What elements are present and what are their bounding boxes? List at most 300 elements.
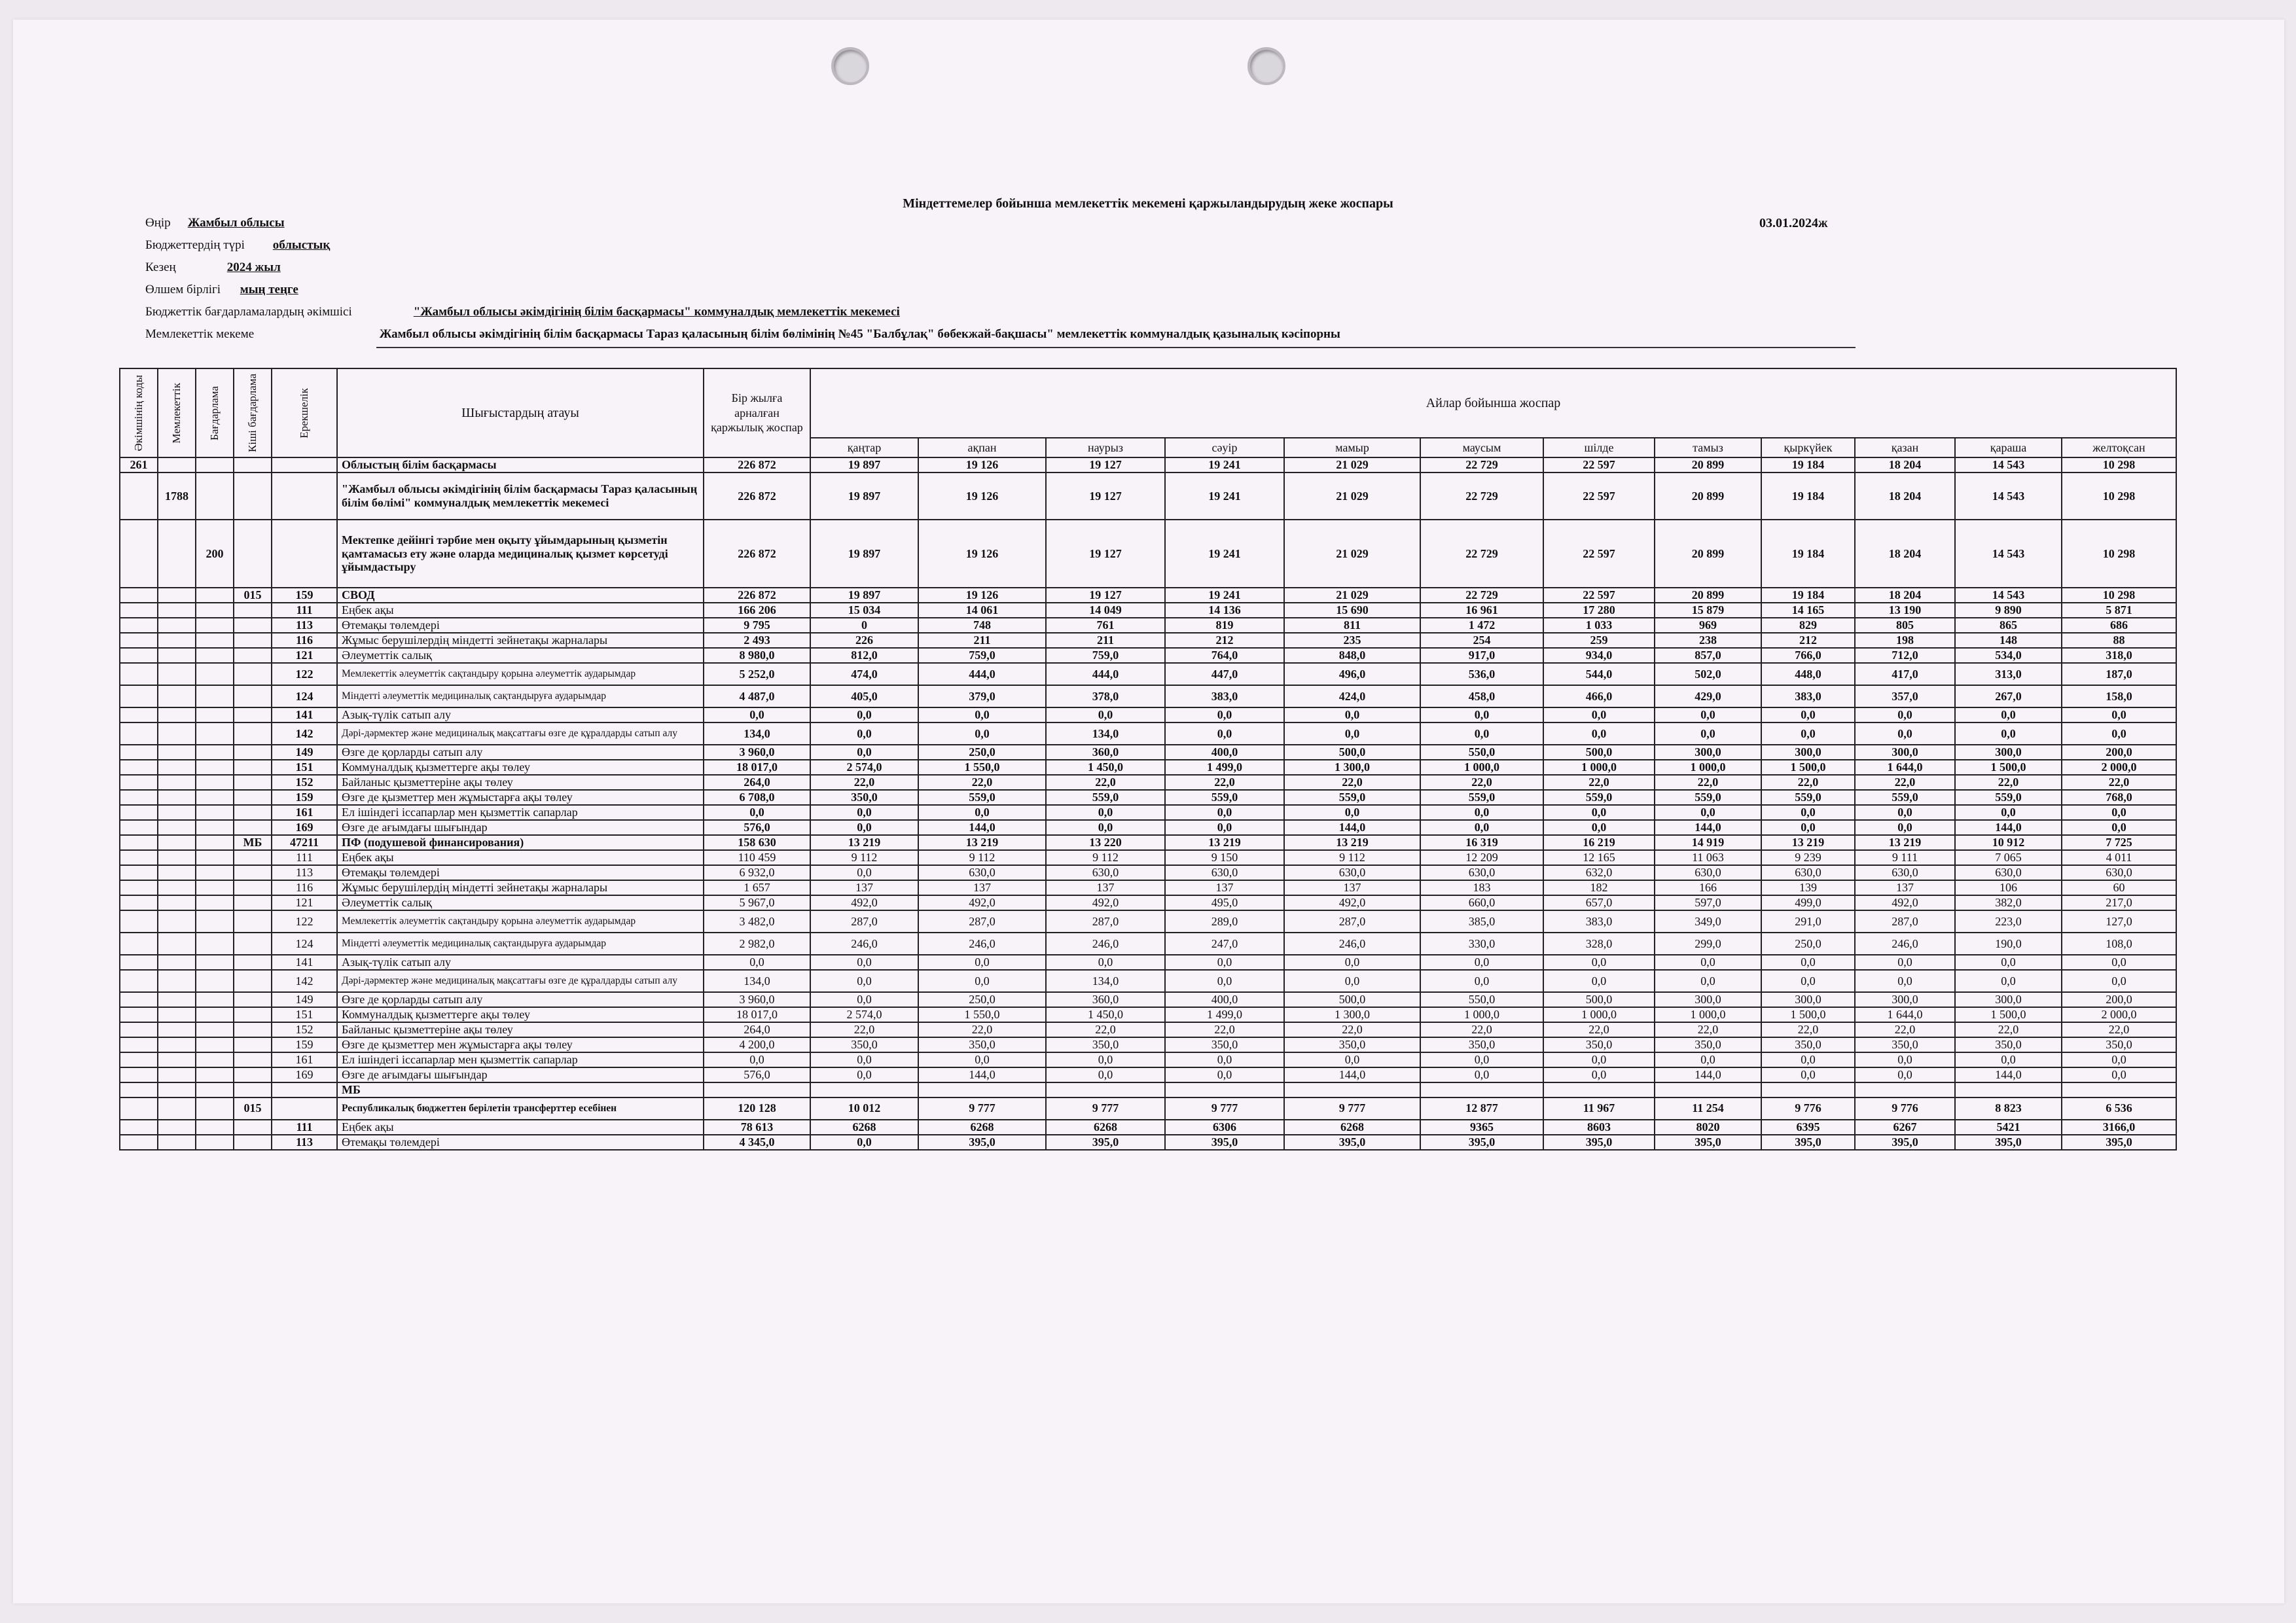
month-value-cell: 395,0 [1420,1135,1543,1150]
expense-name-cell: Мектепке дейінгі тәрбие мен оқыту ұйымдарының қызметін қамтамасыз ету және оларда медициналық қызмет көрсетуді ұйымдастыру [337,520,704,588]
code-cell [196,992,234,1007]
month-value-cell: 1 000,0 [1543,1007,1655,1022]
code-cell [272,473,337,520]
code-cell [120,933,158,955]
month-value-cell: 0,0 [1420,722,1543,745]
month-value-cell: 22,0 [918,1022,1046,1037]
month-value-cell: 19 126 [918,520,1046,588]
code-cell [196,1067,234,1082]
month-value-cell [2062,1082,2176,1097]
table-row [120,880,2176,895]
month-value-cell: 0,0 [1655,707,1761,722]
month-value-cell: 21 029 [1284,588,1420,603]
code-cell [120,588,158,603]
month-value-cell: 14 543 [1955,473,2062,520]
code-cell [120,1067,158,1082]
month-value-cell: 0,0 [810,1052,918,1067]
month-value-cell: 848,0 [1284,648,1420,663]
month-value-cell: 300,0 [1955,992,2062,1007]
month-value-cell: 287,0 [1284,910,1420,933]
month-value-cell: 10 298 [2062,520,2176,588]
month-value-cell: 11 254 [1655,1097,1761,1120]
code-cell [196,1082,234,1097]
month-value-cell: 0,0 [1165,722,1284,745]
table-row [120,618,2176,633]
month-value-cell: 9 777 [1165,1097,1284,1120]
code-cell: 261 [120,457,158,473]
code-cell [196,790,234,805]
table-row [120,1037,2176,1052]
month-value-cell: 18 204 [1855,588,1955,603]
month-value-cell: 16 319 [1420,835,1543,850]
month-value-cell: 350,0 [2062,1037,2176,1052]
month-value-cell: 350,0 [1955,1037,2062,1052]
month-value-cell: 534,0 [1955,648,2062,663]
month-value-cell: 1 000,0 [1543,760,1655,775]
table-row [120,722,2176,745]
month-value-cell: 0,0 [2062,820,2176,835]
code-cell [120,648,158,663]
month-value-cell: 0,0 [1165,1067,1284,1082]
code-cell [196,633,234,648]
month-value-cell: 559,0 [918,790,1046,805]
month-value-cell: 19 127 [1046,457,1165,473]
month-value-cell: 19 127 [1046,473,1165,520]
month-value-cell: 328,0 [1543,933,1655,955]
expense-name-cell: Коммуналдық қызметтерге ақы төлеу [337,1007,704,1022]
month-value-cell: 0,0 [1955,955,2062,970]
code-cell [120,520,158,588]
month-value-cell: 0,0 [1655,1052,1761,1067]
code-cell [234,970,272,992]
month-value-cell: 812,0 [810,648,918,663]
month-value-cell: 6268 [1046,1120,1165,1135]
month-value-cell: 0,0 [1955,805,2062,820]
meta-value: мың теңге [240,283,298,296]
code-cell [196,865,234,880]
month-value-cell: 12 165 [1543,850,1655,865]
code-cell [120,1037,158,1052]
expense-name-cell: СВОД [337,588,704,603]
table-row [120,745,2176,760]
month-value-cell: 632,0 [1543,865,1655,880]
header-annual-plan: Бір жылға арналған қаржылық жоспар [704,368,810,457]
month-value-cell: 108,0 [2062,933,2176,955]
month-value-cell: 5 871 [2062,603,2176,618]
month-value-cell: 492,0 [1284,895,1420,910]
month-value-cell: 349,0 [1655,910,1761,933]
month-value-cell: 865 [1955,618,2062,633]
month-value-cell: 9 150 [1165,850,1284,865]
code-cell [234,1135,272,1150]
code-cell [158,722,196,745]
table-row [120,1067,2176,1082]
month-value-cell: 395,0 [1046,1135,1165,1150]
month-value-cell: 630,0 [1420,865,1543,880]
month-value-cell: 12 877 [1420,1097,1543,1120]
code-cell [196,933,234,955]
code-cell: 142 [272,970,337,992]
month-value-cell: 158,0 [2062,685,2176,707]
code-cell [120,1097,158,1120]
header-specifics: Ерекшелік [272,368,337,457]
code-cell: 151 [272,1007,337,1022]
month-value-cell: 761 [1046,618,1165,633]
meta-label: Өңір [145,216,171,230]
expense-name-cell: Байланыс қызметтеріне ақы төлеу [337,1022,704,1037]
month-value-cell: 22,0 [1655,775,1761,790]
month-value-cell: 559,0 [1543,790,1655,805]
month-value-cell: 22 729 [1420,588,1543,603]
month-value-cell: 246,0 [1284,933,1420,955]
month-value-cell [1855,1082,1955,1097]
month-value-cell: 0,0 [2062,805,2176,820]
table-row [120,1120,2176,1135]
month-value-cell: 444,0 [918,663,1046,685]
month-value-cell: 22,0 [1855,775,1955,790]
month-value-cell: 0,0 [810,805,918,820]
month-value-cell: 9 777 [918,1097,1046,1120]
annual-plan-cell: 9 795 [704,618,810,633]
month-value-cell: 383,0 [1165,685,1284,707]
month-value-cell: 7 725 [2062,835,2176,850]
code-cell: 113 [272,618,337,633]
annual-plan-cell: 134,0 [704,970,810,992]
document-date: 03.01.2024ж [1759,216,1828,230]
month-value-cell: 144,0 [1655,820,1761,835]
code-cell [120,910,158,933]
code-cell [196,760,234,775]
expense-name-cell: Өзге де қорларды сатып алу [337,992,704,1007]
code-cell: 111 [272,850,337,865]
code-cell: МБ [234,835,272,850]
month-value-cell: 759,0 [918,648,1046,663]
month-value-cell: 500,0 [1543,992,1655,1007]
annual-plan-cell: 576,0 [704,820,810,835]
month-value-cell: 9 776 [1761,1097,1855,1120]
code-cell [196,1120,234,1135]
month-value-cell: 0,0 [810,820,918,835]
month-value-cell: 13 219 [810,835,918,850]
month-value-cell: 9 111 [1855,850,1955,865]
month-value-cell: 0,0 [1761,722,1855,745]
month-value-cell: 10 912 [1955,835,2062,850]
month-value-cell: 630,0 [918,865,1046,880]
month-value-cell: 0,0 [810,992,918,1007]
header-month: қаңтар [810,438,918,457]
month-value-cell: 20 899 [1655,588,1761,603]
month-value-cell: 0,0 [1543,1052,1655,1067]
expense-name-cell: Еңбек ақы [337,850,704,865]
code-cell: 116 [272,880,337,895]
annual-plan-cell: 2 493 [704,633,810,648]
month-value-cell [1655,1082,1761,1097]
code-cell [234,685,272,707]
meta-label: Бюджеттердің түрі [145,238,245,252]
code-cell [234,457,272,473]
code-cell [158,933,196,955]
code-cell [196,648,234,663]
code-cell: 152 [272,775,337,790]
code-cell [196,707,234,722]
table-row [120,865,2176,880]
month-value-cell: 0,0 [918,707,1046,722]
month-value-cell: 550,0 [1420,992,1543,1007]
month-value-cell: 12 209 [1420,850,1543,865]
month-value-cell: 190,0 [1955,933,2062,955]
code-cell: 1788 [158,473,196,520]
annual-plan-cell: 134,0 [704,722,810,745]
table-body [120,457,2176,1150]
code-cell [120,685,158,707]
code-cell [158,955,196,970]
month-value-cell: 0,0 [1420,970,1543,992]
month-value-cell: 16 961 [1420,603,1543,618]
annual-plan-cell: 4 345,0 [704,1135,810,1150]
month-value-cell: 19 897 [810,457,918,473]
code-cell [120,820,158,835]
month-value-cell [1165,1082,1284,1097]
month-value-cell: 1 300,0 [1284,760,1420,775]
month-value-cell: 8 823 [1955,1097,2062,1120]
month-value-cell: 19 897 [810,588,918,603]
month-value-cell: 0,0 [1855,820,1955,835]
month-value-cell: 405,0 [810,685,918,707]
code-cell [234,850,272,865]
month-value-cell: 0,0 [1855,707,1955,722]
meta-budget-type [145,238,330,253]
month-value-cell: 0,0 [1284,1052,1420,1067]
month-value-cell: 630,0 [1655,865,1761,880]
meta-unit [145,283,298,297]
code-cell [196,1007,234,1022]
month-value-cell: 395,0 [1284,1135,1420,1150]
expense-name-cell: Міндетті әлеуметтік медициналық сақтандыруға аударымдар [337,933,704,955]
code-cell [158,910,196,933]
month-value-cell: 166 [1655,880,1761,895]
meta-value: 2024 жыл [226,260,281,274]
month-value-cell: 630,0 [1955,865,2062,880]
month-value-cell: 0,0 [1761,970,1855,992]
month-value-cell: 6267 [1855,1120,1955,1135]
meta-label: Өлшем бірлігі [145,283,221,296]
month-value-cell: 20 899 [1655,520,1761,588]
month-value-cell: 19 184 [1761,520,1855,588]
annual-plan-cell: 18 017,0 [704,1007,810,1022]
month-value-cell: 0,0 [1955,722,2062,745]
table-row [120,835,2176,850]
code-cell [158,805,196,820]
month-value-cell: 712,0 [1855,648,1955,663]
month-value-cell: 379,0 [918,685,1046,707]
month-value-cell: 0,0 [1761,1052,1855,1067]
month-value-cell: 300,0 [1761,992,1855,1007]
table-row [120,910,2176,933]
header-monthly-plan: Айлар бойынша жоспар [810,368,2176,438]
code-cell [158,1052,196,1067]
month-value-cell: 106 [1955,880,2062,895]
header-state: Мемлекеттік [158,368,196,457]
header-month: қараша [1955,438,2062,457]
month-value-cell: 2 574,0 [810,1007,918,1022]
month-value-cell: 14 543 [1955,588,2062,603]
month-value-cell: 9 777 [1046,1097,1165,1120]
month-value-cell: 0,0 [1655,955,1761,970]
header-month: сәуір [1165,438,1284,457]
month-value-cell: 0,0 [1165,970,1284,992]
code-cell [196,955,234,970]
table-row [120,955,2176,970]
code-cell [120,865,158,880]
meta-value: Жамбыл облысы [187,216,285,230]
annual-plan-cell: 264,0 [704,1022,810,1037]
financing-plan-table [119,368,2177,1150]
meta-label: Бюджеттік бағдарламалардың әкімшісі [145,305,352,319]
code-cell [196,895,234,910]
month-value-cell: 350,0 [1284,1037,1420,1052]
month-value-cell: 424,0 [1284,685,1420,707]
meta-value: "Жамбыл облысы әкімдігінің білім басқармасы" коммуналдық мемлекеттік мекемесі [413,305,900,319]
code-cell [234,1052,272,1067]
code-cell [196,775,234,790]
month-value-cell: 811 [1284,618,1420,633]
expense-name-cell: Коммуналдық қызметтерге ақы төлеу [337,760,704,775]
month-value-cell: 395,0 [1543,1135,1655,1150]
annual-plan-cell: 3 482,0 [704,910,810,933]
month-value-cell: 0,0 [918,970,1046,992]
month-value-cell: 14 061 [918,603,1046,618]
code-cell: 152 [272,1022,337,1037]
month-value-cell: 630,0 [1855,865,1955,880]
table-row [120,663,2176,685]
code-cell [196,588,234,603]
month-value-cell: 250,0 [1761,933,1855,955]
code-cell [158,895,196,910]
month-value-cell: 14 136 [1165,603,1284,618]
month-value-cell: 211 [918,633,1046,648]
month-value-cell: 474,0 [810,663,918,685]
expense-name-cell: Өзге де ағымдағы шығындар [337,1067,704,1082]
month-value-cell: 182 [1543,880,1655,895]
month-value-cell: 18 204 [1855,457,1955,473]
code-cell [196,603,234,618]
month-value-cell: 14 165 [1761,603,1855,618]
month-value-cell: 144,0 [1955,820,2062,835]
month-value-cell: 300,0 [1855,992,1955,1007]
month-value-cell: 200,0 [2062,992,2176,1007]
annual-plan-cell: 0,0 [704,805,810,820]
month-value-cell: 0,0 [918,955,1046,970]
code-cell [158,588,196,603]
month-value-cell: 22 597 [1543,457,1655,473]
table-row [120,775,2176,790]
code-cell [234,722,272,745]
table-row [120,588,2176,603]
month-value-cell: 137 [1284,880,1420,895]
month-value-cell: 1 644,0 [1855,1007,1955,1022]
month-value-cell: 9 776 [1855,1097,1955,1120]
month-value-cell: 350,0 [1655,1037,1761,1052]
expense-name-cell: ПФ (подушевой финансирования) [337,835,704,850]
month-value-cell: 13 220 [1046,835,1165,850]
month-value-cell: 300,0 [1855,745,1955,760]
month-value-cell: 19 241 [1165,520,1284,588]
month-value-cell: 300,0 [1655,992,1761,1007]
month-value-cell: 137 [810,880,918,895]
month-value-cell: 246,0 [1046,933,1165,955]
code-cell: 122 [272,663,337,685]
month-value-cell: 0,0 [810,1135,918,1150]
expense-name-cell: Өтемақы төлемдері [337,618,704,633]
month-value-cell: 350,0 [1855,1037,1955,1052]
month-value-cell [1955,1082,2062,1097]
expense-name-cell: Еңбек ақы [337,1120,704,1135]
table-row [120,603,2176,618]
expense-name-cell: Мемлекеттік әлеуметтік сақтандыру қорына әлеуметтік аударымдар [337,910,704,933]
meta-value: облыстық [272,238,331,252]
code-cell [196,1052,234,1067]
month-value-cell: 0,0 [1955,707,2062,722]
month-value-cell: 187,0 [2062,663,2176,685]
month-value-cell: 1 033 [1543,618,1655,633]
code-cell: 169 [272,820,337,835]
month-value-cell: 764,0 [1165,648,1284,663]
month-value-cell: 559,0 [1284,790,1420,805]
month-value-cell: 5421 [1955,1120,2062,1135]
code-cell [234,618,272,633]
month-value-cell: 686 [2062,618,2176,633]
expense-name-cell: Жұмыс берушілердің міндетті зейнетақы жарналары [337,633,704,648]
table-row [120,685,2176,707]
month-value-cell: 0,0 [1165,820,1284,835]
code-cell [234,910,272,933]
month-value-cell: 444,0 [1046,663,1165,685]
code-cell: 149 [272,745,337,760]
code-cell [120,618,158,633]
month-value-cell: 0,0 [1543,955,1655,970]
month-value-cell: 6268 [810,1120,918,1135]
month-value-cell: 383,0 [1543,910,1655,933]
header-month: қазан [1855,438,1955,457]
code-cell [196,1135,234,1150]
month-value-cell: 500,0 [1543,745,1655,760]
month-value-cell: 22 597 [1543,473,1655,520]
code-cell [196,970,234,992]
code-cell [196,745,234,760]
month-value-cell: 21 029 [1284,457,1420,473]
code-cell [234,1082,272,1097]
expense-name-cell: Облыстың білім басқармасы [337,457,704,473]
month-value-cell: 21 029 [1284,473,1420,520]
month-value-cell: 217,0 [2062,895,2176,910]
month-value-cell: 11 063 [1655,850,1761,865]
month-value-cell: 21 029 [1284,520,1420,588]
month-value-cell: 144,0 [918,820,1046,835]
month-value-cell [918,1082,1046,1097]
month-value-cell: 9 890 [1955,603,2062,618]
month-value-cell [1046,1082,1165,1097]
code-cell [120,473,158,520]
month-value-cell: 1 499,0 [1165,760,1284,775]
annual-plan-cell: 5 967,0 [704,895,810,910]
month-value-cell: 17 280 [1543,603,1655,618]
annual-plan-cell: 226 872 [704,588,810,603]
month-value-cell: 330,0 [1420,933,1543,955]
month-value-cell: 0,0 [1165,805,1284,820]
month-value-cell: 0,0 [918,805,1046,820]
table-row [120,895,2176,910]
expense-name-cell: Дәрі-дәрмектер және медициналық мақсаттағы өзге де құралдарды сатып алу [337,722,704,745]
